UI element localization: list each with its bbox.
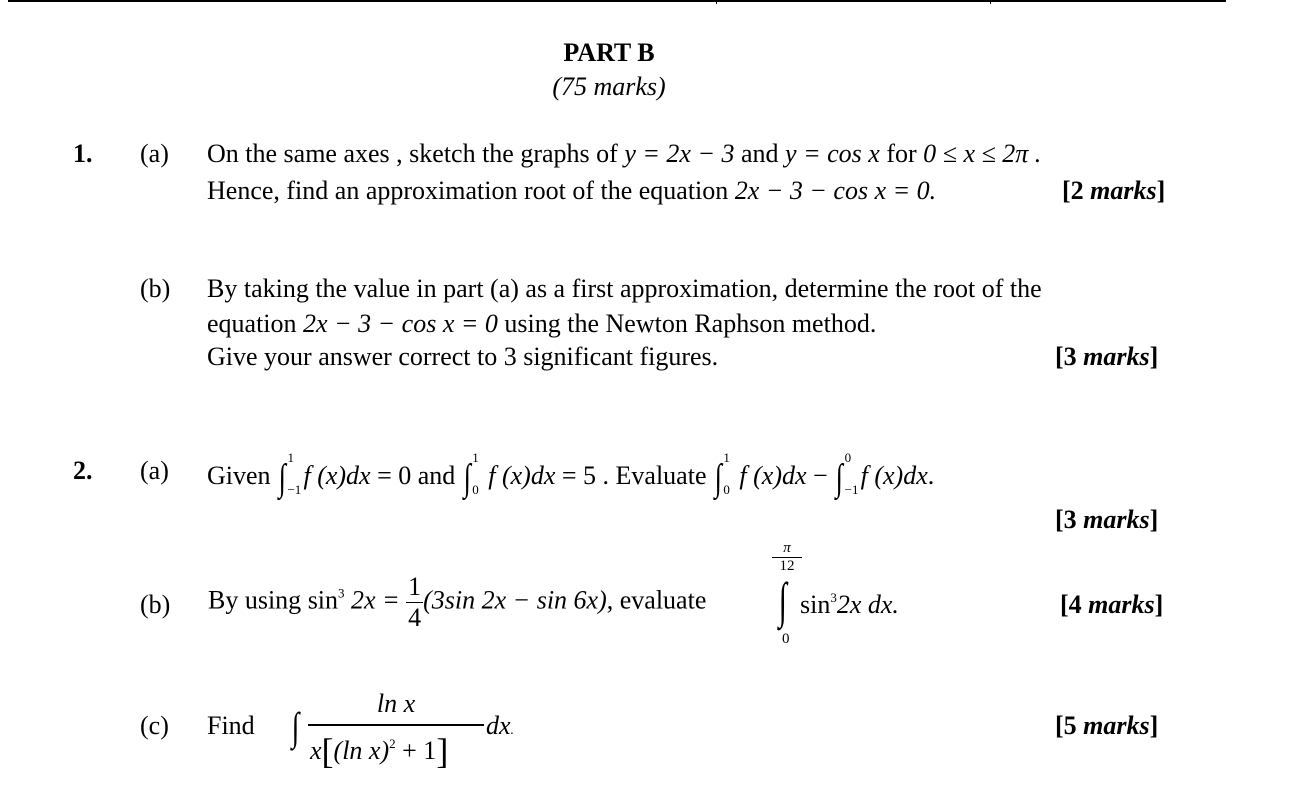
marks-word: marks xyxy=(1083,711,1150,740)
question-1-number: 1. xyxy=(73,139,93,168)
q2b-evaluate: , evaluate xyxy=(606,585,707,615)
q1b-label: (b) xyxy=(140,274,171,303)
marks-number: [3 xyxy=(1055,505,1084,534)
upper-limit: 0 xyxy=(844,450,852,465)
upper-limit-denominator: 12 xyxy=(772,557,802,575)
sin-function: sin xyxy=(800,590,831,619)
exponent: 3 xyxy=(830,590,837,605)
top-border-line xyxy=(8,0,1226,2)
q2b-marks xyxy=(1060,590,1163,620)
q2b-lower-limit: 0 xyxy=(782,631,790,647)
q1a-text: On the same axes , sketch the graphs of xyxy=(207,139,625,168)
q1a-line-2 xyxy=(207,176,936,206)
fraction-bar xyxy=(308,724,484,726)
q2a-equals-zero: = 0 xyxy=(370,461,412,490)
q1b-marks xyxy=(1055,342,1158,372)
q2c-marks xyxy=(1055,711,1158,741)
integrand: f (x)dx xyxy=(860,461,928,490)
q1b-line-1: By taking the value in part (a) as a first approximation, determine the root of the xyxy=(207,274,1042,303)
integral-sign: ∫ xyxy=(714,457,722,499)
lower-limit: −1 xyxy=(844,482,859,497)
q1a-line-1 xyxy=(207,139,1041,169)
exponent: 2 xyxy=(389,736,396,751)
upper-limit: 1 xyxy=(723,450,730,465)
q2c-dx xyxy=(486,711,514,741)
marks-number: [3 xyxy=(1055,342,1084,371)
part-title: PART B xyxy=(563,38,655,67)
q1a-equation-cos: y = cos x xyxy=(785,139,880,168)
integral-sign: ∫ xyxy=(778,572,787,628)
q2a-label: (a) xyxy=(140,456,169,485)
integrand-rest: 2x dx. xyxy=(836,590,899,619)
q1b-text: equation xyxy=(207,309,304,338)
integrand: f (x)dx xyxy=(303,461,371,490)
integral-limits xyxy=(287,450,303,497)
differential: dx xyxy=(486,711,511,740)
integral-limits xyxy=(472,450,488,497)
marks-word: marks xyxy=(1083,342,1150,371)
q2c-find: Find xyxy=(207,711,255,740)
numerator-lnx: ln x xyxy=(376,689,416,718)
upper-limit: 1 xyxy=(472,450,479,465)
minus-sign: − xyxy=(806,461,835,490)
right-bracket: ] xyxy=(436,731,449,771)
q1b-line-2 xyxy=(207,309,876,339)
q2c-numerator xyxy=(308,689,484,719)
period: . xyxy=(510,723,515,738)
integral-limits xyxy=(844,450,861,497)
denominator-x: x xyxy=(310,736,322,765)
marks-word: marks xyxy=(1083,505,1150,534)
marks-number: [4 xyxy=(1060,590,1089,619)
marks-word: marks xyxy=(1090,176,1157,205)
q2b-upper-limit xyxy=(772,540,802,575)
q2a-and: and xyxy=(411,461,462,490)
plus-one: + 1 xyxy=(395,736,437,765)
q1a-range: 0 ≤ x ≤ 2π . xyxy=(923,139,1042,168)
denominator-lnx: (ln x) xyxy=(333,736,390,765)
q2a-marks xyxy=(1055,505,1158,535)
denominator: 4 xyxy=(408,603,422,632)
identity-rhs: (3sin 2x − sin 6x) xyxy=(423,585,607,615)
q1a-equation-line: y = 2x − 3 xyxy=(624,139,735,168)
q1a-and: and xyxy=(734,139,786,168)
numerator: 1 xyxy=(408,572,422,601)
marks-bracket: ] xyxy=(1149,505,1159,534)
fraction-one-quarter xyxy=(406,572,423,633)
q2c-label: (c) xyxy=(140,711,169,740)
q1a-text-2: Hence, find an approximation root of the equation xyxy=(207,176,735,205)
integral-limits xyxy=(723,450,739,497)
exponent: 3 xyxy=(338,585,345,601)
q1b-line-3: Give your answer correct to 3 significant figures. xyxy=(207,342,719,371)
integral-sign: ∫ xyxy=(291,704,300,749)
marks-word: marks xyxy=(1088,590,1155,619)
q1b-equation: 2x − 3 − cos x = 0 xyxy=(303,309,498,338)
top-border-tick xyxy=(990,0,991,4)
left-bracket: [ xyxy=(321,731,334,771)
period: . xyxy=(927,461,935,490)
q2a-given: Given xyxy=(207,461,278,490)
marks-bracket: ] xyxy=(1149,711,1159,740)
q2a-equals-five: = 5 . xyxy=(555,461,610,490)
marks-bracket: ] xyxy=(1149,342,1159,371)
lower-limit: 0 xyxy=(723,482,730,497)
question-2-number: 2. xyxy=(73,456,93,485)
marks-number: [5 xyxy=(1055,711,1084,740)
integrand: f (x)dx xyxy=(739,461,807,490)
q2a-evaluate: Evaluate xyxy=(609,461,713,490)
sin-function: sin xyxy=(307,585,339,615)
marks-number: [2 xyxy=(1062,176,1091,205)
marks-bracket: ] xyxy=(1156,176,1166,205)
q1a-equation-root: 2x − 3 − cos x = 0. xyxy=(734,176,937,205)
q2c-denominator xyxy=(310,730,448,772)
q1a-marks xyxy=(1062,176,1165,206)
top-border-tick xyxy=(716,0,717,4)
q1b-text-2: using the Newton Raphson method. xyxy=(497,309,877,338)
q2b-by-using: By using xyxy=(208,585,308,615)
identity-lhs: 2x = xyxy=(344,585,407,615)
integrand: f (x)dx xyxy=(488,461,556,490)
q2b-label: (b) xyxy=(140,590,171,619)
upper-limit-numerator: π xyxy=(783,540,791,556)
part-marks: (75 marks) xyxy=(552,72,666,101)
lower-limit: −1 xyxy=(287,482,302,497)
q2a-line xyxy=(207,450,935,500)
integral-sign: ∫ xyxy=(278,457,286,499)
q2b-line xyxy=(208,572,706,633)
marks-bracket: ] xyxy=(1154,590,1164,619)
q1a-for: for xyxy=(879,139,924,168)
q1a-label: (a) xyxy=(140,139,169,168)
upper-limit: 1 xyxy=(287,450,294,465)
integral-sign: ∫ xyxy=(463,457,471,499)
q2b-integrand xyxy=(800,590,899,620)
integral-sign: ∫ xyxy=(835,457,844,499)
lower-limit: 0 xyxy=(472,482,479,497)
